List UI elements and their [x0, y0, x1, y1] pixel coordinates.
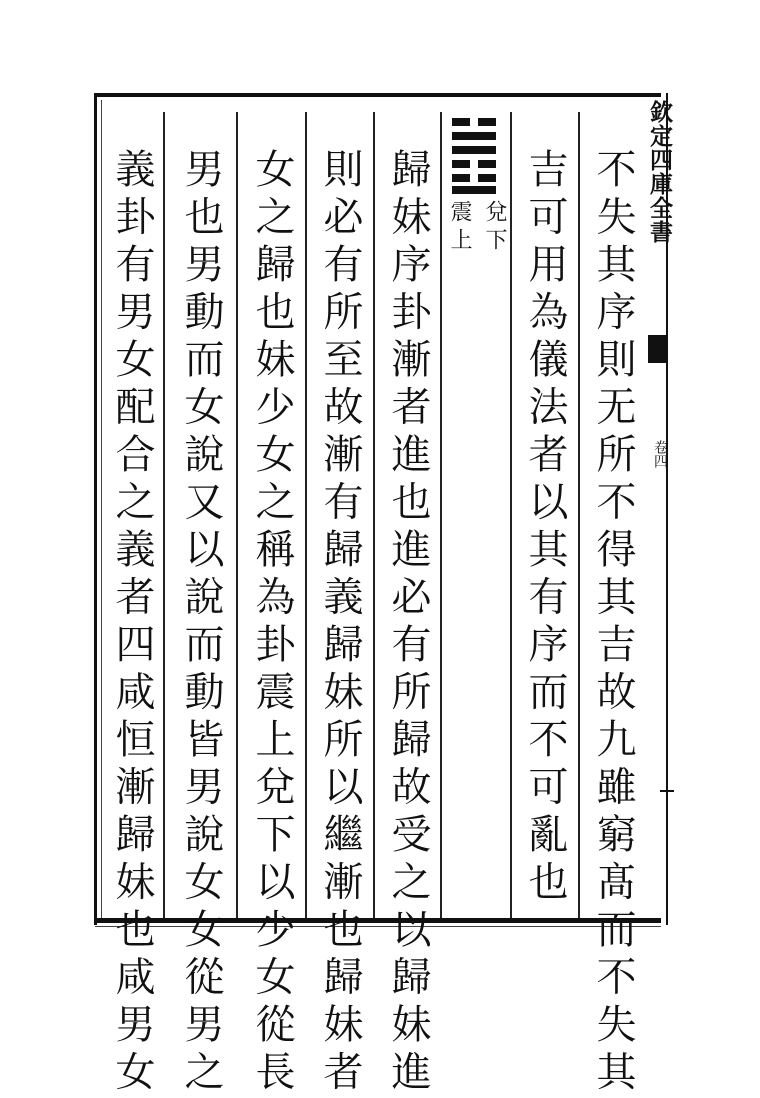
frame-left-rule	[94, 93, 97, 925]
column-divider	[236, 112, 238, 918]
frame-top-rule	[95, 93, 661, 97]
text-column-5: 女之歸也妹少女之稱為卦震上兌下以少女從長	[249, 148, 295, 1098]
text-column-4: 則必有所至故漸有歸義歸妹所以繼漸也歸妹者	[317, 148, 363, 1098]
text-column-2: 吉可用為儀法者以其有序而不可亂也	[522, 148, 568, 908]
frame-left-thin-rule	[101, 100, 102, 918]
column-divider	[163, 112, 165, 918]
column-divider	[578, 112, 580, 918]
text-column-1: 不失其序則无所不得其吉故九雖窮髙而不失其	[590, 148, 636, 1098]
text-column-6: 男也男動而女說又以說而動皆男說女女從男之	[178, 148, 224, 1098]
upper-trigram-label: 震上	[447, 200, 472, 256]
column-divider	[305, 112, 307, 918]
column-divider	[440, 112, 442, 918]
volume-number: 卷四	[652, 440, 668, 468]
lower-trigram-label: 兌下	[482, 200, 507, 256]
column-divider	[510, 112, 512, 918]
margin-tick-mark	[660, 790, 674, 792]
text-column-3: 歸妹序卦漸者進也進必有所歸故受之以歸妹進	[385, 148, 431, 1098]
column-divider	[373, 112, 375, 918]
fish-tail-mark	[648, 335, 666, 363]
book-title: 欽定四庫全書	[646, 100, 673, 244]
text-column-7: 義卦有男女配合之義者四咸恒漸歸妹也咸男女	[109, 148, 155, 1098]
